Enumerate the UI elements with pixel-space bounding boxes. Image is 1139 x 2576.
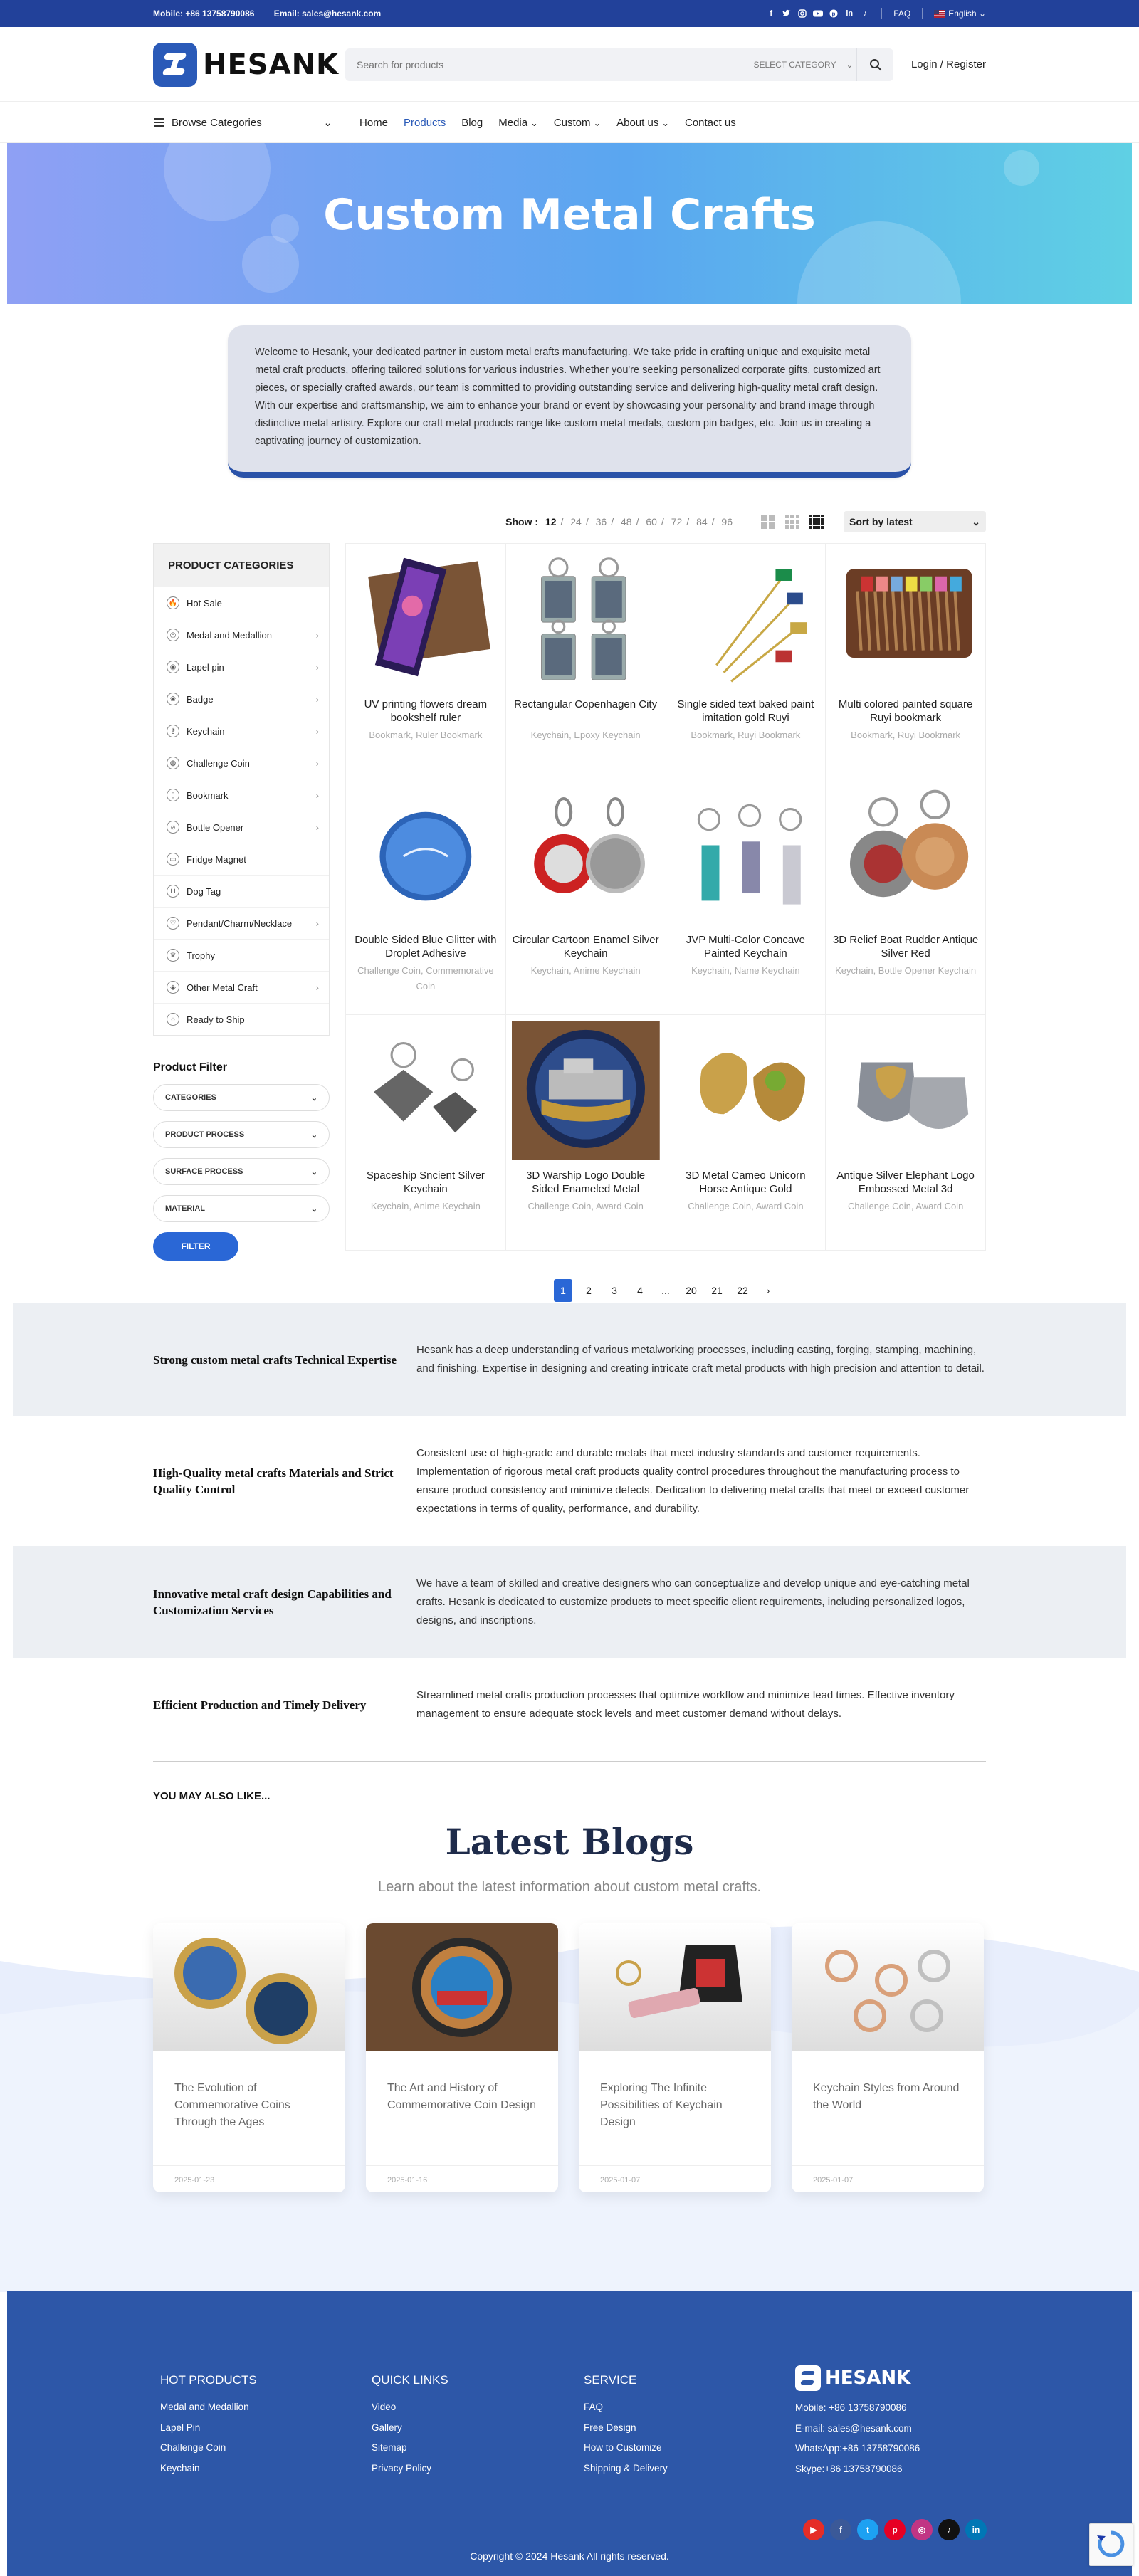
category-item[interactable] bbox=[154, 843, 329, 875]
category-label: Dog Tag bbox=[187, 885, 221, 897]
chevron-right-icon: › bbox=[315, 789, 319, 801]
filter-categories-select[interactable] bbox=[153, 1084, 330, 1111]
blog-date: 2025-01-16 bbox=[366, 2165, 558, 2192]
site-footer bbox=[7, 2291, 1132, 2576]
category-item[interactable] bbox=[154, 971, 329, 1003]
product-card[interactable] bbox=[346, 544, 506, 779]
linkedin-icon[interactable]: in bbox=[965, 2519, 987, 2540]
page-link[interactable]: 22 bbox=[737, 1285, 748, 1296]
footer-link[interactable]: Gallery bbox=[372, 2422, 402, 2433]
footer-contact-whatsapp[interactable]: WhatsApp:+86 13758790086 bbox=[795, 2443, 920, 2454]
blog-card[interactable] bbox=[366, 1923, 558, 2192]
nav-item-custom-label: Custom bbox=[553, 116, 591, 129]
product-card[interactable] bbox=[506, 544, 666, 779]
twitter-icon[interactable] bbox=[782, 9, 792, 19]
blog-thumbnail-image[interactable] bbox=[153, 1923, 345, 2051]
language-label: English bbox=[948, 9, 977, 19]
next-page-icon[interactable]: › bbox=[766, 1285, 770, 1296]
footer-quick-links bbox=[372, 2373, 448, 2478]
sort-select-label: Sort by latest bbox=[849, 516, 913, 527]
nav-item-products[interactable]: Products bbox=[404, 116, 446, 129]
product-tags[interactable]: Keychain, Epoxy Keychain bbox=[530, 730, 641, 740]
login-register-link[interactable]: Login / Register bbox=[910, 58, 986, 70]
search-button[interactable] bbox=[856, 48, 893, 81]
letter-keychain-image[interactable] bbox=[672, 785, 820, 925]
page-link[interactable]: 2 bbox=[586, 1285, 592, 1296]
category-item[interactable] bbox=[154, 651, 329, 683]
pinterest-icon[interactable]: p bbox=[884, 2519, 906, 2540]
copyright: Copyright © 2024 Hesank All rights reserved. bbox=[470, 2550, 669, 2562]
filter-button[interactable]: FILTER bbox=[153, 1232, 238, 1261]
logo-text: HESANK bbox=[203, 48, 340, 81]
chevron-down-icon: ⌄ bbox=[310, 1130, 317, 1140]
product-card[interactable] bbox=[346, 1015, 506, 1251]
site-header bbox=[0, 27, 1139, 102]
category-item[interactable] bbox=[154, 715, 329, 747]
product-tags[interactable]: Challenge Coin, Award Coin bbox=[847, 1201, 964, 1211]
product-card[interactable] bbox=[826, 779, 986, 1015]
nav-item-media-label: Media bbox=[498, 116, 528, 129]
footer-column-title: SERVICE bbox=[584, 2373, 637, 2387]
footer-link[interactable]: Privacy Policy bbox=[372, 2462, 432, 2474]
category-item[interactable] bbox=[154, 875, 329, 907]
warship-coin-image[interactable] bbox=[512, 1021, 660, 1160]
product-card[interactable] bbox=[666, 544, 826, 779]
topbar-mobile: Mobile: +86 13758790086 bbox=[153, 9, 255, 19]
category-icon: ⚷ bbox=[167, 725, 179, 737]
blue-coin-image[interactable] bbox=[352, 785, 500, 925]
site-logo[interactable] bbox=[153, 43, 345, 87]
rudder-opener-image[interactable] bbox=[831, 785, 980, 925]
hero-bubble bbox=[242, 236, 299, 293]
keychain-set-image[interactable] bbox=[512, 550, 660, 689]
blog-thumbnail-image[interactable] bbox=[792, 1923, 984, 2051]
nav-item-custom[interactable] bbox=[554, 117, 601, 129]
footer-link[interactable]: Shipping & Delivery bbox=[584, 2462, 668, 2474]
category-label: Bottle Opener bbox=[187, 821, 244, 833]
per-page-option[interactable]: 24 bbox=[570, 516, 582, 527]
product-name[interactable]: Rectangular Copenhagen City bbox=[514, 698, 658, 710]
catalog-main bbox=[153, 543, 986, 1302]
category-item[interactable] bbox=[154, 619, 329, 651]
category-item[interactable] bbox=[154, 939, 329, 971]
product-name[interactable]: Double Sided Blue Glitter with Droplet Adhesive bbox=[355, 934, 497, 960]
blog-date: 2025-01-23 bbox=[153, 2165, 345, 2192]
filter-product-process-select[interactable] bbox=[153, 1121, 330, 1148]
grid-view-switcher bbox=[761, 515, 824, 529]
feature-text: Streamlined metal crafts production processes that optimize workflow and minimize lead times. Effective inventory management to ensure adequate stock levels and meet customer demand without delays. bbox=[416, 1689, 955, 1720]
also-like-heading: YOU MAY ALSO LIKE... bbox=[153, 1790, 271, 1802]
chevron-right-icon: › bbox=[315, 821, 319, 833]
hero-banner bbox=[7, 143, 1132, 304]
main-navigation bbox=[0, 102, 1139, 143]
product-name[interactable]: UV printing flowers dream bookshelf ruler bbox=[364, 698, 488, 724]
filter-material-label: MATERIAL bbox=[165, 1204, 206, 1213]
filter-surface-process-select[interactable] bbox=[153, 1158, 330, 1185]
feature-text: We have a team of skilled and creative designers who can conceptualize and develop unique and eye-catching metal crafts. Hesank is dedicated to customize products to meet specific client requirements, including personalized logos, designs, and inscriptions. bbox=[416, 1577, 970, 1626]
blog-card[interactable] bbox=[579, 1923, 771, 2192]
chevron-right-icon: › bbox=[315, 725, 319, 737]
per-page-option[interactable]: 60 bbox=[646, 516, 657, 527]
per-page-option[interactable]: 96 bbox=[721, 516, 733, 527]
search-input[interactable] bbox=[345, 48, 750, 81]
feature-title: Efficient Production and Timely Delivery bbox=[153, 1698, 367, 1712]
tiktok-icon[interactable]: ♪ bbox=[938, 2519, 960, 2540]
page-link[interactable]: 3 bbox=[612, 1285, 617, 1296]
nav-item-contact[interactable]: Contact us bbox=[684, 116, 736, 129]
tiktok-icon[interactable]: ♪ bbox=[863, 9, 867, 18]
footer-logo-text: HESANK bbox=[825, 2367, 911, 2389]
product-tags[interactable]: Keychain, Name Keychain bbox=[691, 965, 800, 976]
category-label: Medal and Medallion bbox=[187, 629, 272, 641]
linkedin-icon[interactable]: in bbox=[846, 9, 854, 18]
page-link[interactable]: 4 bbox=[637, 1285, 643, 1296]
product-name[interactable]: Antique Silver Elephant Logo Embossed Metal 3d bbox=[836, 1169, 975, 1195]
category-icon: 🔥 bbox=[167, 596, 179, 609]
per-page-option[interactable]: 12 bbox=[545, 516, 557, 527]
recaptcha-icon bbox=[1090, 2524, 1133, 2565]
page-link[interactable]: 1 bbox=[554, 1279, 572, 1302]
category-icon: ◉ bbox=[167, 661, 179, 673]
per-page-option[interactable]: 72 bbox=[671, 516, 683, 527]
category-icon: ❀ bbox=[167, 693, 179, 705]
elephant-coin-image[interactable] bbox=[831, 1021, 980, 1160]
footer-contact-mobile: Mobile: +86 13758790086 bbox=[795, 2402, 907, 2413]
instagram-icon[interactable]: ◎ bbox=[911, 2519, 933, 2540]
product-card[interactable] bbox=[826, 1015, 986, 1251]
category-list bbox=[154, 587, 329, 1035]
page-link[interactable]: 21 bbox=[711, 1285, 723, 1296]
category-label: Challenge Coin bbox=[187, 757, 250, 769]
category-item[interactable] bbox=[154, 747, 329, 779]
browse-categories-label: Browse Categories bbox=[172, 116, 262, 129]
feature-title: Strong custom metal crafts Technical Expertise bbox=[153, 1352, 397, 1367]
category-label: Other Metal Craft bbox=[187, 982, 258, 993]
youtube-icon[interactable]: ▶ bbox=[803, 2519, 824, 2540]
footer-social-icons bbox=[803, 2519, 987, 2540]
footer-link[interactable]: Video bbox=[372, 2402, 397, 2412]
footer-contact-email[interactable]: E-mail: sales@hesank.com bbox=[795, 2422, 912, 2434]
category-label: Badge bbox=[187, 693, 214, 705]
chevron-down-icon: ⌄ bbox=[972, 515, 980, 527]
category-label: Fridge Magnet bbox=[187, 853, 246, 865]
filter-categories-label: CATEGORIES bbox=[165, 1093, 216, 1102]
filter-material-select[interactable] bbox=[153, 1195, 330, 1222]
product-card[interactable] bbox=[666, 1015, 826, 1251]
product-filter-title: Product Filter bbox=[153, 1061, 228, 1073]
footer-link[interactable]: FAQ bbox=[584, 2402, 604, 2412]
sort-select[interactable] bbox=[844, 511, 986, 532]
chevron-down-icon: ⌄ bbox=[530, 117, 538, 128]
category-icon: ▯ bbox=[167, 789, 179, 801]
chevron-right-icon: › bbox=[315, 757, 319, 769]
chevron-right-icon: › bbox=[315, 982, 319, 993]
category-icon: ◍ bbox=[167, 757, 179, 769]
per-page-selector: Show : 12 / 24 / 36 / 48 / 60 / 72 / 84 / 96 bbox=[505, 516, 733, 527]
chevron-right-icon: › bbox=[315, 629, 319, 641]
per-page-option[interactable]: 48 bbox=[620, 516, 632, 527]
product-categories-panel bbox=[153, 543, 330, 1036]
product-categories-title: PRODUCT CATEGORIES bbox=[154, 544, 329, 587]
category-item[interactable] bbox=[154, 907, 329, 939]
logo-mark-icon bbox=[153, 43, 197, 87]
chevron-down-icon: ⌄ bbox=[978, 9, 986, 19]
search-bar bbox=[345, 48, 893, 81]
pinterest-icon[interactable] bbox=[829, 9, 839, 19]
category-item[interactable] bbox=[154, 811, 329, 843]
browse-categories-button[interactable] bbox=[153, 116, 340, 129]
per-page-label: Show : bbox=[505, 516, 539, 527]
product-card[interactable] bbox=[826, 544, 986, 779]
footer-link[interactable]: Keychain bbox=[160, 2462, 200, 2474]
sidebar bbox=[153, 543, 330, 1302]
nav-menu bbox=[359, 117, 736, 129]
category-label: Ready to Ship bbox=[187, 1014, 245, 1025]
facebook-icon[interactable]: f bbox=[770, 9, 773, 18]
us-flag-icon bbox=[934, 10, 945, 18]
blog-date: 2025-01-07 bbox=[792, 2165, 984, 2192]
chevron-right-icon: › bbox=[315, 693, 319, 705]
product-name[interactable]: 3D Warship Logo Double Sided Enameled Metal bbox=[526, 1169, 646, 1195]
top-bar bbox=[0, 0, 1139, 27]
feature-row bbox=[13, 1303, 1126, 1416]
language-selector[interactable] bbox=[934, 9, 986, 19]
footer-link[interactable]: Sitemap bbox=[372, 2442, 407, 2453]
filter-surface-process-label: SURFACE PROCESS bbox=[165, 1167, 243, 1176]
feature-text: Consistent use of high-grade and durable metals that meet industry standards and customer requirements. Implementation of rigorous metal craft products quality control procedures throughout the manufacturing process to ensure product consistency and minimize defects. Dedication to delivering metal crafts that meet or exceed customer expectations in terms of quality, performance, and durability. bbox=[416, 1447, 970, 1515]
product-name[interactable]: Single sided text baked paint imitation gold Ruyi bbox=[677, 698, 814, 724]
footer-hot-products bbox=[160, 2373, 257, 2478]
per-page-option[interactable]: 36 bbox=[595, 516, 607, 527]
topbar-faq-link[interactable]: FAQ bbox=[893, 9, 911, 19]
chevron-down-icon: ⌄ bbox=[661, 117, 669, 128]
enamel-keychain-image[interactable] bbox=[512, 785, 660, 925]
recaptcha-badge[interactable] bbox=[1089, 2523, 1133, 2566]
twitter-icon[interactable]: t bbox=[857, 2519, 878, 2540]
product-name[interactable]: JVP Multi-Color Concave Painted Keychain bbox=[686, 934, 806, 960]
footer-column-title: HOT PRODUCTS bbox=[160, 2373, 257, 2387]
category-item[interactable] bbox=[154, 683, 329, 715]
product-card[interactable] bbox=[506, 779, 666, 1015]
category-label: Trophy bbox=[187, 950, 215, 961]
category-label: Keychain bbox=[187, 725, 225, 737]
footer-link[interactable]: How to Customize bbox=[584, 2442, 662, 2453]
category-select-label: SELECT CATEGORY bbox=[753, 59, 836, 70]
latest-blogs-title: Latest Blogs bbox=[445, 1821, 694, 1863]
product-card[interactable] bbox=[666, 779, 826, 1015]
topbar-divider bbox=[881, 8, 882, 19]
chevron-down-icon: ⌄ bbox=[310, 1204, 317, 1214]
category-icon: ◎ bbox=[167, 629, 179, 641]
product-name[interactable]: Circular Cartoon Enamel Silver Keychain bbox=[512, 934, 659, 960]
feature-title: Innovative metal craft design Capabilities and Customization Services bbox=[153, 1587, 392, 1617]
product-card[interactable] bbox=[506, 1015, 666, 1251]
colored-bookmarks-image[interactable] bbox=[831, 550, 980, 689]
unicorn-coin-image[interactable] bbox=[672, 1021, 820, 1160]
grid-4-icon[interactable] bbox=[809, 515, 824, 529]
footer-link[interactable]: Medal and Medallion bbox=[160, 2402, 249, 2412]
footer-link[interactable]: Challenge Coin bbox=[160, 2442, 226, 2453]
product-name[interactable]: 3D Relief Boat Rudder Antique Silver Red bbox=[832, 934, 979, 960]
latest-blogs-subtitle: Learn about the latest information about custom metal crafts. bbox=[377, 1879, 762, 1895]
page-link: ... bbox=[661, 1285, 670, 1296]
footer-contact-skype[interactable]: Skype:+86 13758790086 bbox=[795, 2463, 903, 2474]
page-link[interactable]: 20 bbox=[686, 1285, 697, 1296]
footer-link[interactable]: Free Design bbox=[584, 2422, 636, 2433]
blog-title[interactable]: The Art and History of Commemorative Coin Design bbox=[387, 2082, 536, 2111]
category-icon: ⊔ bbox=[167, 885, 179, 898]
category-select[interactable] bbox=[750, 48, 856, 81]
footer-logo[interactable] bbox=[795, 2365, 920, 2391]
product-tags[interactable]: Challenge Coin, Award Coin bbox=[688, 1201, 804, 1211]
blog-thumbnail-image[interactable] bbox=[579, 1923, 771, 2051]
chevron-down-icon: ⌄ bbox=[323, 117, 332, 129]
nav-item-blog[interactable]: Blog bbox=[461, 116, 483, 129]
feature-title: High-Quality metal crafts Materials and Strict Quality Control bbox=[153, 1466, 394, 1496]
facebook-icon[interactable]: f bbox=[830, 2519, 851, 2540]
feature-text: Hesank has a deep understanding of various metalworking processes, including casting, forging, stamping, machining, and finishing. Expertise in designing and creating intricate craft metal products with high precision and attention to detail. bbox=[416, 1344, 985, 1374]
hamburger-icon bbox=[153, 117, 164, 127]
category-icon: ▭ bbox=[167, 853, 179, 866]
nav-item-media[interactable] bbox=[498, 117, 538, 129]
category-label: Lapel pin bbox=[187, 661, 224, 673]
product-grid bbox=[345, 543, 986, 1251]
category-item[interactable] bbox=[154, 1003, 329, 1035]
product-name[interactable]: Spaceship Sncient Silver Keychain bbox=[366, 1169, 485, 1195]
product-card[interactable] bbox=[346, 779, 506, 1015]
youtube-icon[interactable] bbox=[813, 9, 823, 19]
blog-date: 2025-01-07 bbox=[579, 2165, 771, 2192]
product-name[interactable]: Multi colored painted square Ruyi bookmark bbox=[838, 698, 973, 724]
blog-title[interactable]: Keychain Styles from Around the World bbox=[813, 2082, 960, 2111]
search-icon bbox=[869, 58, 882, 71]
svg-text:p: p bbox=[831, 11, 836, 17]
footer-link[interactable]: Lapel Pin bbox=[160, 2422, 201, 2433]
blog-card[interactable] bbox=[153, 1923, 345, 2192]
grid-2-icon[interactable] bbox=[761, 515, 775, 529]
section-divider bbox=[153, 1761, 986, 1762]
chevron-down-icon: ⌄ bbox=[593, 117, 602, 128]
category-item[interactable] bbox=[154, 779, 329, 811]
gold-bookmark-image[interactable] bbox=[672, 550, 820, 689]
grid-3-icon[interactable] bbox=[785, 515, 799, 529]
category-icon: ◌ bbox=[167, 1013, 179, 1026]
feature-row bbox=[13, 1416, 1126, 1546]
page-title: Custom Metal Crafts bbox=[323, 190, 816, 240]
nav-item-about-label: About us bbox=[616, 116, 659, 129]
topbar-email[interactable]: Email: sales@hesank.com bbox=[273, 9, 382, 19]
category-icon: ◈ bbox=[167, 981, 179, 994]
category-label: Hot Sale bbox=[187, 597, 222, 609]
per-page-option[interactable]: 84 bbox=[696, 516, 708, 527]
filter-product-process-label: PRODUCT PROCESS bbox=[165, 1130, 245, 1139]
feature-row bbox=[13, 1546, 1126, 1658]
chevron-down-icon: ⌄ bbox=[310, 1093, 317, 1103]
chevron-right-icon: › bbox=[315, 661, 319, 673]
bookmark-ruler-image[interactable] bbox=[352, 550, 500, 689]
product-tags[interactable]: Keychain, Anime Keychain bbox=[370, 1201, 481, 1211]
intro-text-box: Welcome to Hesank, your dedicated partner in custom metal crafts manufacturing. We take pride in crafting unique and exquisite metal metal craft products, offering tailored solutions for various industries. Whether you're seeking personalized corporate gifts, customized art pieces, or specially crafted awards, our team is committed to providing outstanding service and delivering high-quality metal craft design. With our expertise and craftsmanship, we aim to enhance your brand or event by showcasing your personality and brand image through distinctive metal artistry. Explore our craft metal products range like custom metal medals, custom pin badges, etc. Join us in creating a captivating journey of customization. bbox=[228, 325, 911, 478]
category-label: Pendant/Charm/Necklace bbox=[187, 918, 293, 929]
footer-column-title: QUICK LINKS bbox=[372, 2373, 448, 2387]
blog-card[interactable] bbox=[792, 1923, 984, 2192]
category-label: Bookmark bbox=[187, 789, 229, 801]
blog-title[interactable]: The Evolution of Commemorative Coins Through the Ages bbox=[174, 2082, 290, 2128]
spaceship-keychain-image[interactable] bbox=[352, 1021, 500, 1160]
blog-title[interactable]: Exploring The Infinite Possibilities of Keychain Design bbox=[600, 2082, 723, 2128]
chevron-right-icon: › bbox=[315, 918, 319, 929]
product-tags[interactable]: Bookmark, Ruler Bookmark bbox=[369, 730, 483, 740]
product-tags[interactable]: Challenge Coin, Commemorative Coin bbox=[357, 965, 494, 992]
nav-item-about[interactable] bbox=[616, 117, 669, 129]
hero-bubble bbox=[1004, 150, 1039, 186]
instagram-icon[interactable] bbox=[797, 9, 807, 19]
category-icon: ♡ bbox=[167, 917, 179, 930]
footer-contact bbox=[795, 2365, 920, 2479]
pagination bbox=[345, 1279, 986, 1302]
product-tags[interactable]: Challenge Coin, Award Coin bbox=[527, 1201, 644, 1211]
product-tags[interactable]: Keychain, Anime Keychain bbox=[530, 965, 641, 976]
nav-item-home[interactable]: Home bbox=[359, 116, 389, 129]
product-tags[interactable]: Keychain, Bottle Opener Keychain bbox=[835, 965, 977, 976]
topbar-divider bbox=[922, 8, 923, 19]
chevron-down-icon: ⌄ bbox=[310, 1167, 317, 1177]
feature-row bbox=[13, 1658, 1126, 1751]
blog-thumbnail-image[interactable] bbox=[366, 1923, 558, 2051]
category-icon: ♛ bbox=[167, 949, 179, 962]
category-icon: ⌀ bbox=[167, 821, 179, 834]
product-name[interactable]: 3D Metal Cameo Unicorn Horse Antique Gold bbox=[686, 1169, 806, 1195]
chevron-down-icon: ⌄ bbox=[846, 59, 854, 70]
product-tags[interactable]: Bookmark, Ruyi Bookmark bbox=[691, 730, 801, 740]
product-toolbar bbox=[153, 513, 986, 530]
footer-service bbox=[584, 2373, 668, 2478]
category-item[interactable] bbox=[154, 587, 329, 619]
logo-mark-icon bbox=[795, 2365, 821, 2391]
product-tags[interactable]: Bookmark, Ruyi Bookmark bbox=[851, 730, 961, 740]
